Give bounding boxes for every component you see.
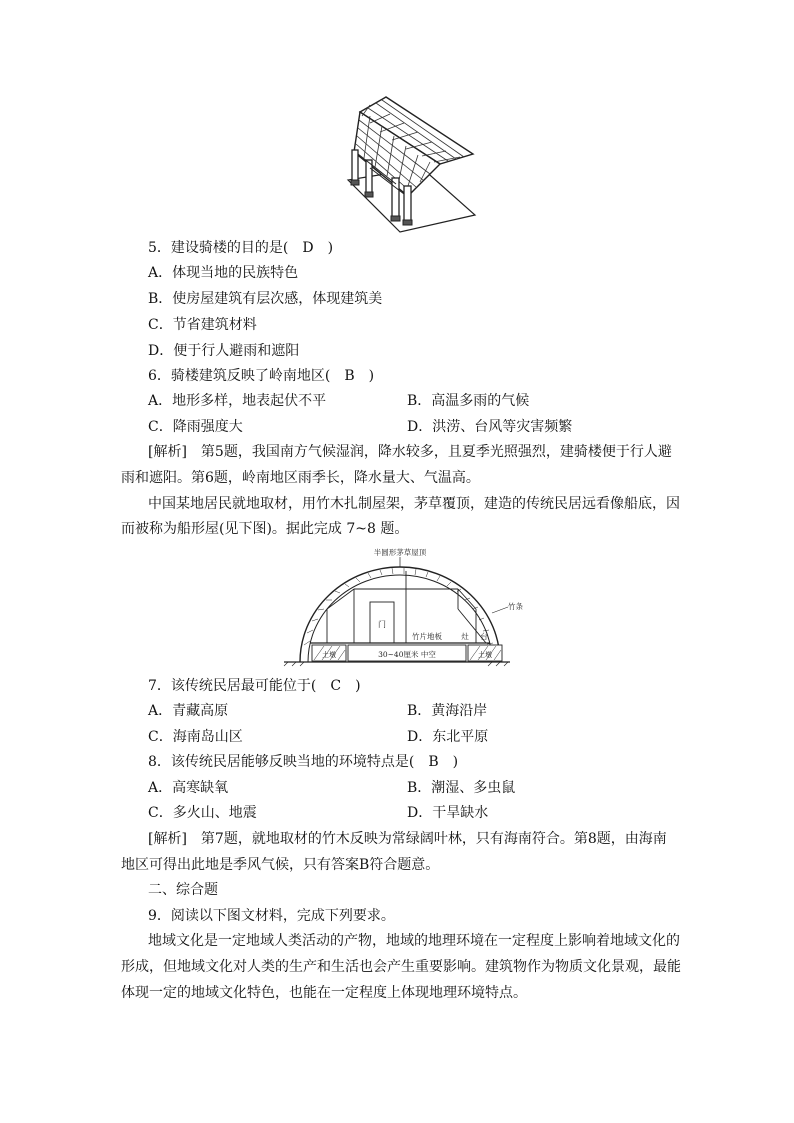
q5-option-c: C．节省建筑材料 bbox=[148, 317, 257, 333]
q7-option-b: B．黄海沿岸 bbox=[407, 703, 488, 719]
q7-option-a: A．青藏高原 bbox=[148, 703, 229, 719]
hollow-space-label: 30~40厘米 中空 bbox=[378, 650, 436, 659]
boat-house-diagram bbox=[282, 545, 523, 670]
mound-right-label: 土墩 bbox=[478, 651, 492, 659]
analysis-5-6-line-1: [解析] 第5题，我国南方气候湿润，降水较多，且夏季光照强烈，建骑楼便于行人避 bbox=[148, 444, 672, 460]
stove-label-right: 台 bbox=[480, 632, 488, 641]
q8-option-a: A．高寒缺氧 bbox=[148, 780, 229, 796]
intro-7-8-line-2: 而被称为船形屋(见下图)。据此完成 7~8 题。 bbox=[121, 521, 409, 537]
question-9-stem: 9．阅读以下图文材料，完成下列要求。 bbox=[148, 908, 395, 924]
answer-q6: B bbox=[344, 368, 355, 384]
bamboo-label: 竹条 bbox=[508, 602, 523, 611]
q5-option-b: B．使房屋建筑有层次感，体现建筑美 bbox=[148, 291, 383, 307]
question-8-stem: 8．该传统民居能够反映当地的环境特点是( B ) bbox=[148, 754, 459, 770]
answer-q5: D bbox=[302, 240, 314, 256]
question-6-stem: 6．骑楼建筑反映了岭南地区( B ) bbox=[148, 368, 375, 384]
analysis-5-6-line-2: 雨和遮阳。第6题，岭南地区雨季长，降水量大、气温高。 bbox=[121, 470, 480, 486]
floor-label: 竹片地板 bbox=[412, 632, 442, 641]
analysis-7-8-line-1: [解析] 第7题，就地取材的竹木反映为常绿阔叶林，只有海南符合。第8题，由海南 bbox=[148, 831, 667, 847]
question-5-stem: 5．建设骑楼的目的是( D ) bbox=[148, 240, 334, 256]
q6-option-b: B．高温多雨的气候 bbox=[407, 393, 530, 409]
question-7-stem: 7．该传统民居最可能位于( C ) bbox=[148, 678, 361, 694]
qilou-illustration bbox=[340, 92, 480, 232]
q6-option-c: C．降雨强度大 bbox=[148, 419, 243, 435]
door-label: 门 bbox=[378, 620, 386, 629]
q7-option-d: D．东北平原 bbox=[407, 729, 489, 745]
q8-option-b: B．潮湿、多虫鼠 bbox=[407, 780, 516, 796]
intro-7-8-line-1: 中国某地居民就地取材，用竹木扎制屋架，茅草覆顶，建造的传统民居远看像船底，因 bbox=[148, 496, 680, 512]
section-2-heading: 二、综合题 bbox=[148, 882, 218, 898]
stove-label-left: 灶 bbox=[461, 632, 469, 641]
q5-option-a: A．体现当地的民族特色 bbox=[148, 265, 299, 281]
roof-label: 半圆形茅草屋顶 bbox=[373, 548, 427, 557]
answer-q7: C bbox=[330, 678, 342, 694]
q5-option-d: D．便于行人避雨和遮阳 bbox=[148, 343, 300, 359]
q9-material-line-2: 形成，但地域文化对人类的生产和生活也会产生重要影响。建筑物作为物质文化景观，最能 bbox=[121, 959, 681, 975]
q6-option-d: D．洪涝、台风等灾害频繁 bbox=[407, 419, 573, 435]
q8-option-c: C．多火山、地震 bbox=[148, 805, 257, 821]
answer-q8: B bbox=[428, 754, 439, 770]
q8-option-d: D．干旱缺水 bbox=[407, 805, 489, 821]
q9-material-line-1: 地域文化是一定地域人类活动的产物，地域的地理环境在一定程度上影响着地域文化的 bbox=[148, 933, 680, 949]
mound-left-label: 土墩 bbox=[322, 651, 336, 659]
q9-material-line-3: 体现一定的地域文化特色，也能在一定程度上体现地理环境特点。 bbox=[121, 985, 527, 1001]
q6-option-a: A．地形多样，地表起伏不平 bbox=[148, 393, 327, 409]
q7-option-c: C．海南岛山区 bbox=[148, 729, 243, 745]
analysis-7-8-line-2: 地区可得出此地是季风气候，只有答案B符合题意。 bbox=[121, 857, 440, 873]
